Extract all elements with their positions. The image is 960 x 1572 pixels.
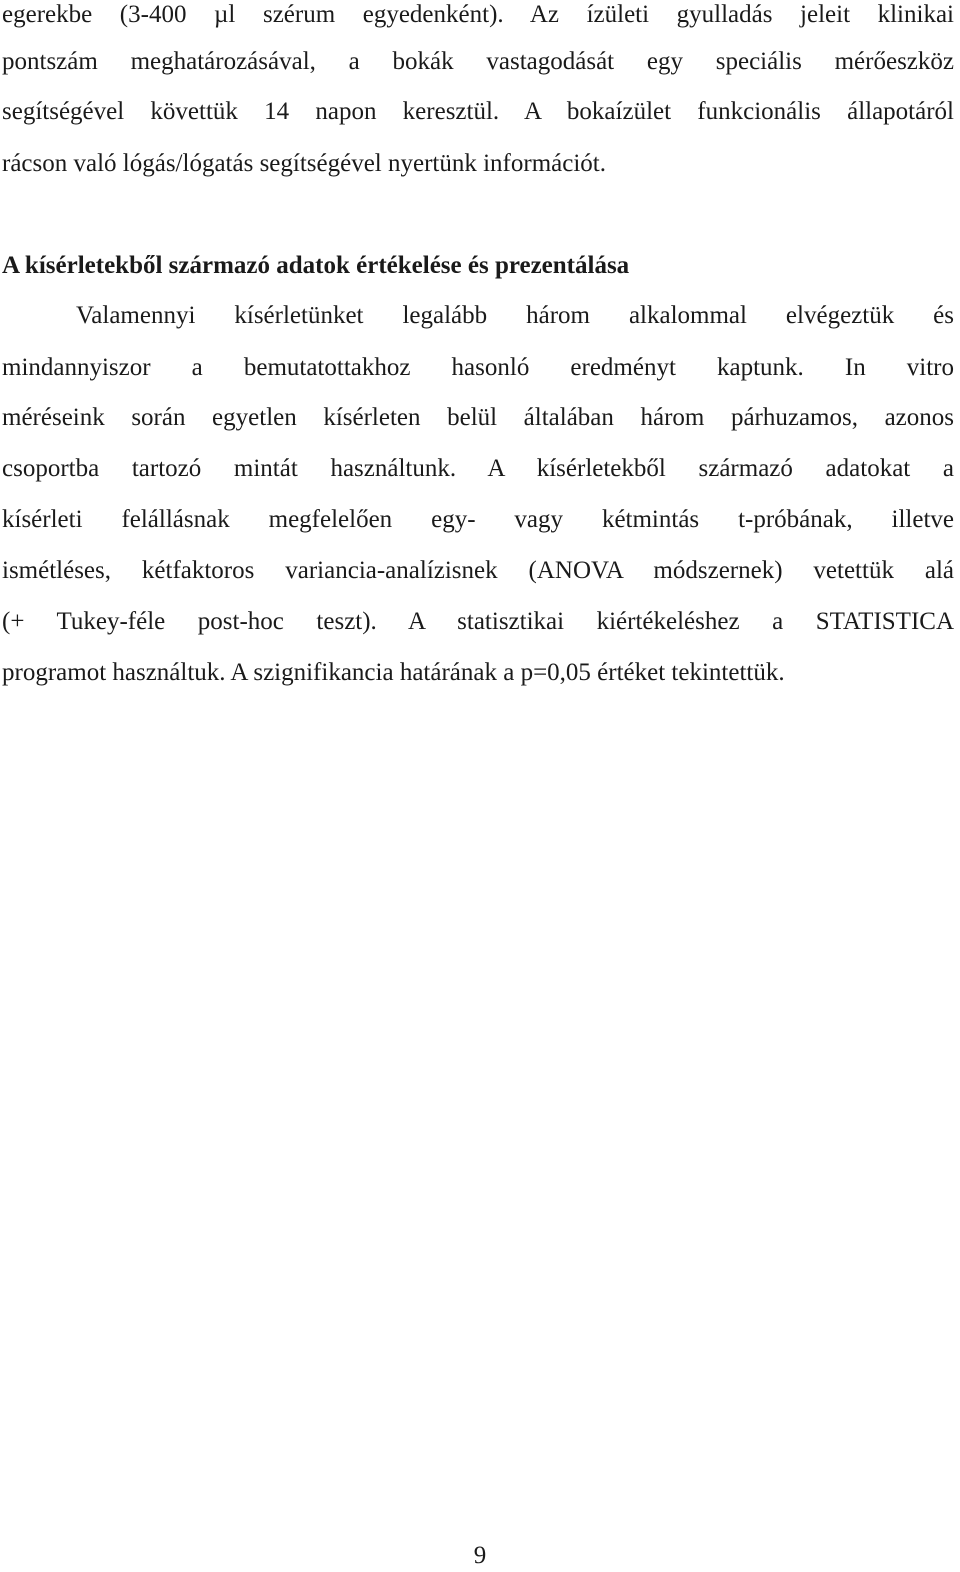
- text-line: Valamennyi kísérletünket legalább három alkalommal elvégeztük és: [76, 302, 954, 329]
- text-line: mindannyiszor a bemutatottakhoz hasonló eredményt kaptunk. In vitro: [2, 354, 954, 381]
- text-line: méréseink során egyetlen kísérleten belül általában három párhuzamos, azonos: [2, 404, 954, 431]
- text-line: ismétléses, kétfaktoros variancia-analízisnek (ANOVA módszernek) vetettük alá: [2, 557, 954, 584]
- text-line: (+ Tukey-féle post-hoc teszt). A statisztikai kiértékeléshez a STATISTICA: [2, 608, 954, 635]
- text-line: egerekbe (3-400 µl szérum egyedenként). Az ízületi gyulladás jeleit klinikai: [2, 1, 954, 28]
- text-line: rácson való lógás/lógatás segítségével nyertünk információt.: [2, 150, 606, 177]
- text-line: kísérleti felállásnak megfelelően egy- vagy kétmintás t-próbának, illetve: [2, 506, 954, 533]
- page-number: 9: [473, 1542, 487, 1569]
- text-line: segítségével követtük 14 napon keresztül. A bokaízület funkcionális állapotáról: [2, 98, 954, 125]
- text-line: pontszám meghatározásával, a bokák vastagodását egy speciális mérőeszköz: [2, 48, 954, 75]
- text-line: programot használtuk. A szignifikancia határának a p=0,05 értéket tekintettük.: [2, 659, 785, 686]
- text-line: csoportba tartozó mintát használtunk. A kísérletekből származó adatokat a: [2, 455, 954, 482]
- section-heading: A kísérletekből származó adatok értékelése és prezentálása: [2, 252, 630, 279]
